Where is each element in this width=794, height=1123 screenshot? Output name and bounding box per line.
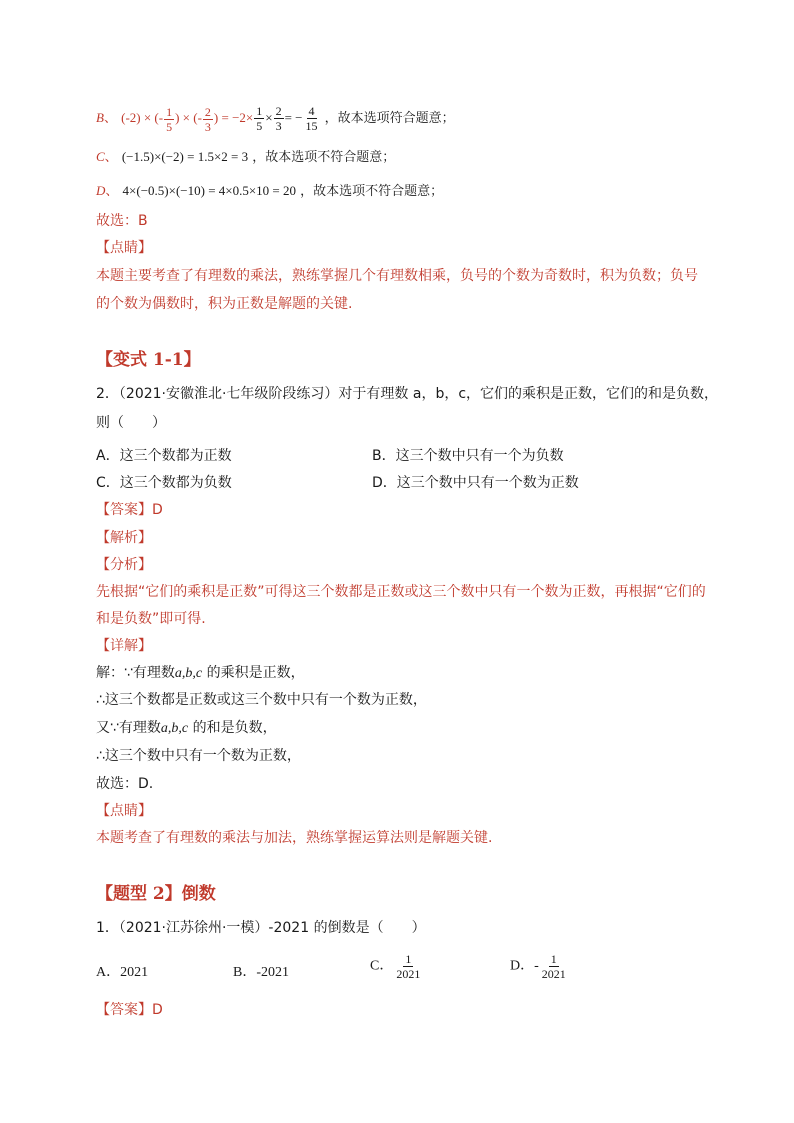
question-stem: 1．（2021·江苏徐州·一模）-2021 的倒数是（ ） — [96, 920, 426, 936]
section-heading: 【变式 1-1】 — [96, 350, 201, 370]
option-b: B．这三个数中只有一个为负数 — [372, 448, 564, 464]
fraction: $\frac{1}{5}$ — [256, 104, 263, 133]
answer-value: D — [152, 1002, 163, 1018]
answer-line — [96, 999, 163, 1019]
choice-text: 故选：B — [96, 213, 148, 229]
option-d-line: D、 4×(−0.5)×(−10) = 4×0.5×10 = 20 ，故本选项不符合题意； — [96, 183, 444, 199]
section-heading: 【题型 2】倒数 — [96, 884, 216, 904]
jiexi-label: 【解析】 — [96, 530, 152, 546]
option-separator: 、 — [103, 111, 117, 126]
fraction: $\frac{1}{5}$ — [166, 104, 173, 134]
math-expr: (-2) × (- $\frac{1}{5}$ ) × (- $\frac{2}{3}$ ) = −2× — [121, 104, 254, 134]
solution-line: 解：∵有理数a,b,c 的乘积是正数， — [96, 665, 305, 681]
dianjing-label: 【点睛】 — [96, 240, 152, 256]
option-verdict: ，故本选项不符合题意； — [252, 150, 396, 165]
math-expr: 4×(−0.5)×(−10) = 4×0.5×10 = 20 — [122, 183, 297, 198]
math-expr: (−1.5)×(−2) = 1.5×2 = 3 — [121, 149, 249, 164]
option-letter: C — [96, 149, 105, 164]
option-d: D．这三个数中只有一个数为正数 — [372, 475, 579, 491]
option-a: A．这三个数都为正数 — [96, 448, 232, 464]
option-b-line: B、 (-2) × (- $\frac{1}{5}$ ) × (- $\frac{2}{3}$ ) = −2× $\frac{1}{5}$ × $\frac{2}{3}$ = − $\frac{4}{15}$ ，故本选项符合题意； — [96, 104, 455, 134]
option-c: C． $\frac{1}{2021}$ — [370, 952, 421, 981]
fenxi-text: 先根据“它们的乘积是正数”可得这三个数都是正数或这三个数中只有一个数为正数，再根据“它们的 — [96, 584, 706, 600]
option-c: C．这三个数都为负数 — [96, 475, 232, 491]
fenxi-label: 【分析】 — [96, 557, 152, 573]
answer-line — [96, 499, 163, 519]
option-c-line: C、 (−1.5)×(−2) = 1.5×2 = 3 ，故本选项不符合题意； — [96, 149, 396, 165]
fenxi-text: 和是负数”即可得. — [96, 611, 206, 627]
option-letter: B — [96, 110, 104, 125]
dianjing-text: 本题主要考查了有理数的乘法，熟练掌握几个有理数相乘，负号的个数为奇数时，积为负数；负号 — [96, 268, 698, 284]
fraction: $\frac{1}{2021}$ — [541, 952, 566, 981]
fraction: $\frac{2}{3}$ — [275, 104, 282, 133]
option-d: D．- $\frac{1}{2021}$ — [510, 952, 566, 981]
option-a: A．2021 — [96, 965, 149, 980]
option-verdict: ，故本选项不符合题意； — [300, 184, 444, 199]
solution-line: 故选：D. — [96, 776, 154, 792]
fraction: $\frac{4}{15}$ — [305, 104, 318, 133]
fraction: $\frac{2}{3}$ — [204, 104, 211, 134]
question-stem: 则（ ） — [96, 415, 166, 431]
dianjing-text: 本题考查了有理数的乘法与加法，熟练掌握运算法则是解题关键. — [96, 830, 493, 846]
solution-line: ∴这三个数都是正数或这三个数中只有一个数为正数， — [96, 692, 427, 708]
fraction: $\frac{1}{2021}$ — [396, 952, 421, 981]
xiangjie-label: 【详解】 — [96, 638, 152, 654]
question-stem: 2．（2021·安徽淮北·七年级阶段练习）对于有理数 a，b，c，它们的乘积是正数，它们的和是负数， — [96, 386, 719, 402]
answer-label: 【答案】 — [96, 502, 152, 518]
option-b: B．-2021 — [233, 965, 289, 980]
option-verdict: ，故本选项符合题意； — [324, 111, 455, 126]
dianjing-label: 【点睛】 — [96, 803, 152, 819]
solution-line: ∴这三个数中只有一个数为正数， — [96, 748, 301, 764]
solution-line: 又∵有理数a,b,c 的和是负数， — [96, 720, 277, 736]
option-letter: D — [96, 183, 106, 198]
answer-label: 【答案】 — [96, 1002, 152, 1018]
answer-value: D — [152, 502, 163, 518]
dianjing-text: 的个数为偶数时，积为正数是解题的关键. — [96, 296, 353, 312]
